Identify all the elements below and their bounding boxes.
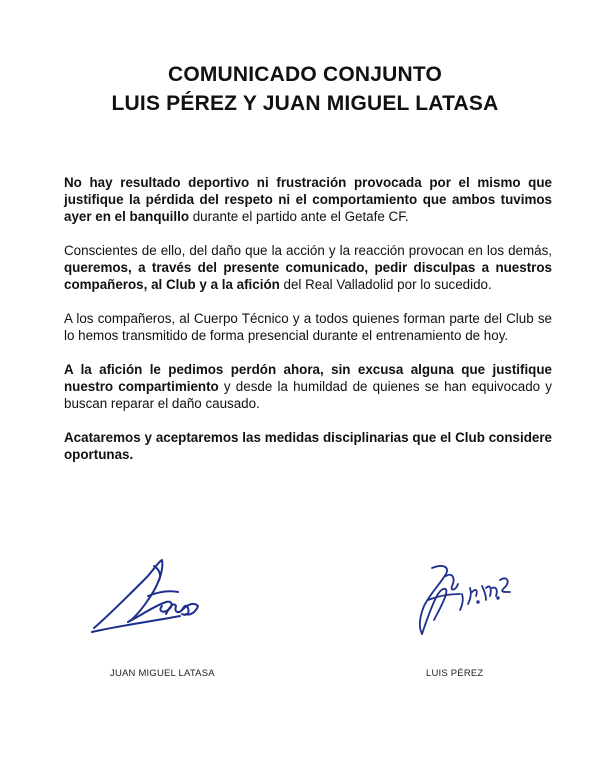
paragraph-5-bold: Acataremos y aceptaremos las medidas disciplinarias que el Club considere oportunas.	[64, 430, 552, 462]
signature-latasa-drawing	[88, 556, 208, 638]
paragraph-2	[64, 242, 552, 293]
signature-perez-drawing	[412, 560, 522, 640]
paragraph-1-bold: No hay resultado deportivo ni frustración provocada por el mismo que justifique la pérdida del respeto ni el comportamiento que ambos tuvimos ayer en el banquillo	[64, 175, 552, 224]
paragraph-1	[64, 174, 552, 225]
signature-latasa	[88, 556, 208, 638]
statement-title	[0, 60, 610, 118]
paragraph-2-text-b: del Real Valladolid por lo sucedido.	[279, 277, 492, 292]
paragraph-3-text: A los compañeros, al Cuerpo Técnico y a todos quienes forman parte del Club se lo hemos transmitido de forma presencial durante el entrenamiento de hoy.	[64, 311, 552, 343]
signature-name-latasa: JUAN MIGUEL LATASA	[110, 668, 215, 679]
signature-name-perez: LUIS PÉREZ	[426, 668, 484, 679]
paragraph-2-bold: queremos, a través del presente comunicado, pedir disculpas a nuestros compañeros, al Club y a la afición	[64, 260, 552, 292]
paragraph-1-text: durante el partido ante el Getafe CF.	[189, 209, 409, 224]
paragraph-4	[64, 361, 552, 412]
paragraph-4-bold: A la afición le pedimos perdón ahora, sin excusa alguna que justifique nuestro compartimiento	[64, 362, 552, 394]
statement-body	[64, 174, 552, 480]
signature-perez	[412, 560, 522, 640]
paragraph-2-text-a: Conscientes de ello, del daño que la acción y la reacción provocan en los demás,	[64, 243, 552, 258]
title-line-1: COMUNICADO CONJUNTO	[167, 63, 443, 86]
paragraph-4-text: y desde la humildad de quienes se han equivocado y buscan reparar el daño causado.	[64, 379, 552, 411]
paragraph-3	[64, 310, 552, 344]
paragraph-5	[64, 429, 552, 463]
title-line-2: LUIS PÉREZ Y JUAN MIGUEL LATASA	[111, 92, 499, 115]
